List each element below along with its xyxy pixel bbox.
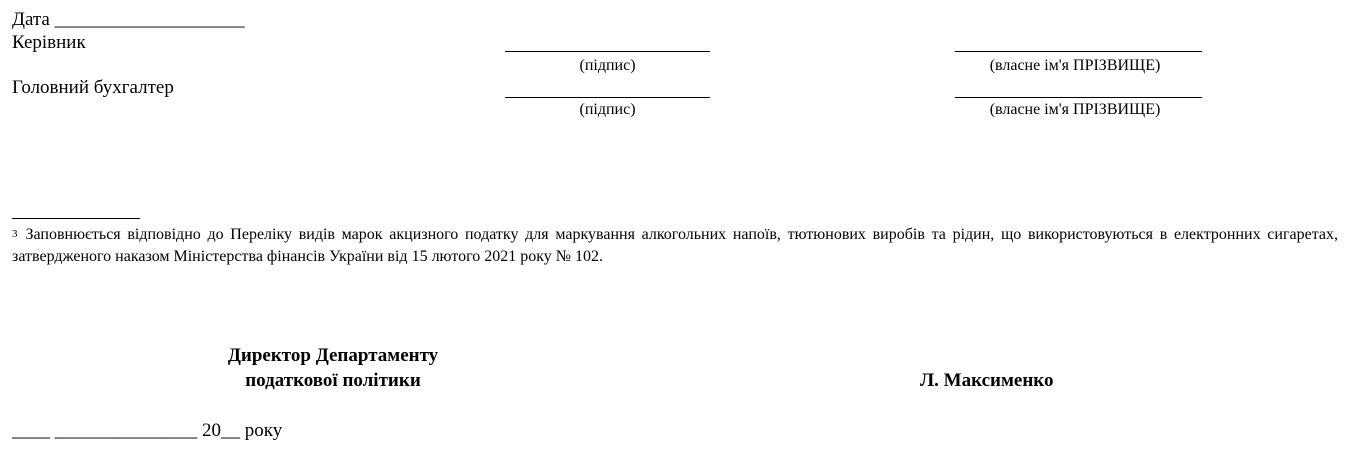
date-line: ____ _______________ 20__ року — [12, 420, 283, 441]
footnote — [12, 224, 1338, 268]
manager-signature-caption: (підпис) — [579, 57, 636, 74]
accountant-signature-caption: (підпис) — [579, 101, 636, 118]
footnote-text: Заповнюється відповідно до Переліку видів марок акцизного податку для маркування алкогольних напоїв, тютюнових виробів та рідин, що використовуються в електронних сигаретах, затвердженого наказом Міністерства фінансів України від 15 лютого 2021 року № 102. — [12, 226, 1338, 265]
accountant-signature-line — [505, 97, 710, 98]
director-position-line1: Директор Департаменту — [227, 345, 439, 366]
manager-name-line — [955, 51, 1202, 52]
accountant-name-caption: (власне ім'я ПРІЗВИЩЕ) — [989, 101, 1161, 118]
manager-label: Керівник — [12, 32, 86, 53]
manager-name-caption: (власне ім'я ПРІЗВИЩЕ) — [989, 57, 1161, 74]
accountant-name-line — [955, 97, 1202, 98]
director-position-line2: податкової політики — [245, 370, 421, 391]
signatory-name: Л. Максименко — [920, 370, 1054, 391]
chief-accountant-label: Головний бухгалтер — [12, 77, 174, 98]
manager-signature-line — [505, 51, 710, 52]
date-label: Дата ____________________ — [12, 9, 245, 30]
footnote-separator — [12, 218, 140, 219]
footnote-marker: 3 — [12, 228, 18, 240]
